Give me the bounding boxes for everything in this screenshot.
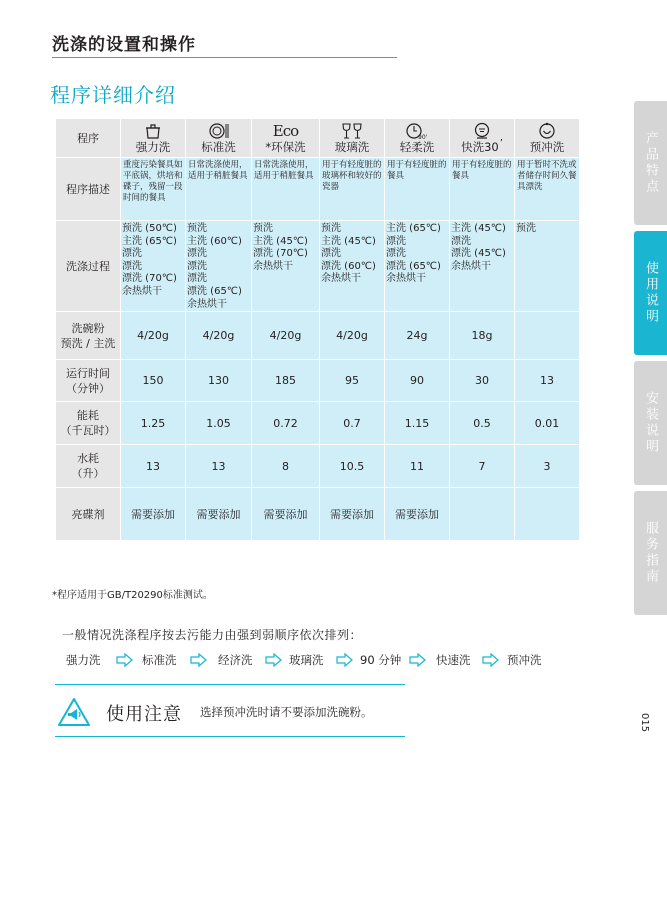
process-step: 漂洗 (65℃) bbox=[386, 260, 441, 272]
row-label-water bbox=[56, 445, 120, 487]
order-step: 强力洗 bbox=[66, 653, 101, 667]
order-step: 标准洗 bbox=[142, 653, 177, 667]
process-step: 主洗 (60℃) bbox=[187, 235, 242, 247]
pre-rinse-icon bbox=[537, 122, 557, 140]
row-label-energy bbox=[56, 402, 120, 444]
program-header-normal bbox=[186, 119, 251, 157]
order-step: 玻璃洗 bbox=[289, 653, 324, 667]
row-label-process: 洗涤过程 bbox=[56, 221, 120, 311]
row-label-line: 洗碗粉 bbox=[71, 321, 105, 335]
water-cell: 8 bbox=[252, 445, 319, 487]
side-tab-features[interactable] bbox=[634, 101, 667, 225]
program-name bbox=[450, 139, 514, 155]
process-step: 预洗 bbox=[187, 223, 207, 234]
arrow-right-icon bbox=[482, 650, 500, 667]
program-name: 标准洗 bbox=[201, 140, 236, 154]
program-name: 玻璃洗 bbox=[334, 140, 370, 154]
program-name-suffix: ’ bbox=[499, 138, 503, 149]
wine-glasses-icon bbox=[341, 122, 363, 140]
program-table bbox=[55, 118, 580, 541]
rinse-aid-cell: 需要添加 bbox=[121, 488, 185, 540]
row-label-rinse-aid: 亮碟剂 bbox=[56, 488, 120, 540]
process-step: 余热烘干 bbox=[253, 260, 293, 272]
process-step: 余热烘干 bbox=[451, 260, 491, 272]
side-tab-usage[interactable] bbox=[634, 231, 667, 355]
process-step: 预洗 bbox=[321, 223, 341, 234]
water-cell: 11 bbox=[385, 445, 449, 487]
process-step: 漂洗 bbox=[321, 248, 341, 260]
note-top-rule bbox=[55, 684, 405, 685]
order-step: 预冲洗 bbox=[507, 653, 542, 667]
side-tab-service[interactable] bbox=[634, 491, 667, 615]
water-cell: 7 bbox=[450, 445, 514, 487]
rinse-aid-cell: 需要添加 bbox=[385, 488, 449, 540]
page-subtitle: 程序详细介绍 bbox=[50, 83, 176, 107]
process-cell bbox=[121, 221, 185, 311]
arrow-right-icon bbox=[116, 650, 134, 667]
program-header-intensive bbox=[121, 119, 185, 157]
process-step: 主洗 (65℃) bbox=[386, 223, 441, 234]
process-step: 主洗 (45℃) bbox=[451, 223, 506, 234]
process-step: 主洗 (45℃) bbox=[321, 235, 376, 247]
row-label-detergent bbox=[56, 312, 120, 359]
desc-cell: 用于有轻度脏的餐具 bbox=[385, 158, 449, 220]
row-label-line: 运行时间 bbox=[66, 366, 110, 380]
desc-cell: 用于有轻度脏的玻璃杯和较好的瓷器 bbox=[320, 158, 384, 220]
megaphone-icon bbox=[57, 697, 91, 731]
energy-cell: 0.01 bbox=[515, 402, 579, 444]
time-cell: 30 bbox=[450, 360, 514, 401]
process-cell bbox=[186, 221, 251, 311]
time-cell: 95 bbox=[320, 360, 384, 401]
program-name: 强力洗 bbox=[135, 140, 171, 154]
clock-90-label: 90' bbox=[418, 134, 428, 140]
row-label-line: （千瓦时） bbox=[60, 424, 116, 438]
rinse-aid-cell: 需要添加 bbox=[186, 488, 251, 540]
process-step: 漂洗 bbox=[122, 248, 142, 260]
desc-cell: 用于有轻度脏的餐具 bbox=[450, 158, 514, 220]
energy-cell: 1.25 bbox=[121, 402, 185, 444]
detergent-cell: 4/20g bbox=[252, 312, 319, 359]
arrow-right-icon bbox=[336, 650, 354, 667]
process-step: 余热烘干 bbox=[122, 285, 162, 297]
detergent-cell: 4/20g bbox=[186, 312, 251, 359]
process-step: 预洗 (50℃) bbox=[122, 223, 177, 234]
order-step: 经济洗 bbox=[218, 653, 253, 667]
energy-cell: 1.05 bbox=[186, 402, 251, 444]
row-label-line: 能耗 bbox=[77, 409, 99, 423]
desc-cell: 日常洗涤使用，适用于稍脏餐具 bbox=[186, 158, 251, 220]
rinse-aid-cell: 需要添加 bbox=[320, 488, 384, 540]
section-title: 洗涤的设置和操作 bbox=[52, 35, 196, 55]
detergent-cell bbox=[515, 312, 579, 359]
process-step: 主洗 (65℃) bbox=[122, 235, 177, 247]
eco-icon: Eco bbox=[272, 122, 299, 140]
process-step: 主洗 (45℃) bbox=[253, 235, 308, 247]
process-step: 漂洗 bbox=[187, 273, 207, 285]
desc-cell: 用于暂时不洗或者储存时间久餐具漂洗 bbox=[515, 158, 579, 220]
detergent-cell: 24g bbox=[385, 312, 449, 359]
energy-cell: 1.15 bbox=[385, 402, 449, 444]
desc-cell: 日常洗涤使用，适用于稍脏餐具 bbox=[252, 158, 319, 220]
process-step: 漂洗 bbox=[386, 248, 406, 260]
process-step: 漂洗 (65℃) bbox=[187, 285, 242, 297]
program-header-gentle bbox=[385, 119, 449, 157]
row-label-program: 程序 bbox=[56, 119, 120, 157]
row-label-desc: 程序描述 bbox=[56, 158, 120, 220]
rinse-aid-cell bbox=[515, 488, 579, 540]
time-cell: 185 bbox=[252, 360, 319, 401]
process-cell bbox=[252, 221, 319, 311]
note-bottom-rule bbox=[55, 736, 405, 737]
order-intro: 一般情况洗涤程序按去污能力由强到弱顺序依次排列： bbox=[62, 628, 363, 642]
program-header-quick bbox=[450, 119, 514, 157]
side-tab-label: 使用说明 bbox=[643, 261, 658, 325]
time-cell: 150 bbox=[121, 360, 185, 401]
process-step: 漂洗 bbox=[386, 235, 406, 247]
energy-cell: 0.72 bbox=[252, 402, 319, 444]
desc-cell: 重度污染餐具如平底锅，烘培和碟子，残留一段时间的餐具 bbox=[121, 158, 185, 220]
standard-footnote: *程序适用于GB/T20290标准测试。 bbox=[52, 590, 213, 601]
rinse-aid-cell bbox=[450, 488, 514, 540]
order-step: 快速洗 bbox=[436, 653, 471, 667]
time-cell: 130 bbox=[186, 360, 251, 401]
program-header-glass bbox=[320, 119, 384, 157]
process-step: 漂洗 bbox=[187, 260, 207, 272]
process-step: 预洗 bbox=[516, 223, 536, 234]
section-title-rule bbox=[52, 57, 397, 58]
process-step: 漂洗 (45℃) bbox=[451, 248, 506, 260]
note-text: 选择预冲洗时请不要添加洗碗粉。 bbox=[200, 705, 373, 719]
order-step: 90 分钟 bbox=[360, 653, 402, 667]
process-cell bbox=[320, 221, 384, 311]
side-tab-label: 产品特点 bbox=[643, 131, 658, 195]
rinse-aid-cell: 需要添加 bbox=[252, 488, 319, 540]
row-label-line: （分钟） bbox=[66, 381, 110, 395]
water-cell: 10.5 bbox=[320, 445, 384, 487]
program-name: *环保洗 bbox=[265, 140, 306, 154]
process-step: 余热烘干 bbox=[386, 273, 426, 285]
process-step: 余热烘干 bbox=[321, 273, 361, 285]
side-tab-label: 服务指南 bbox=[643, 521, 658, 585]
program-name: 预冲洗 bbox=[529, 140, 565, 154]
pot-icon bbox=[143, 122, 163, 140]
arrow-right-icon bbox=[265, 650, 283, 667]
energy-cell: 0.7 bbox=[320, 402, 384, 444]
energy-cell: 0.5 bbox=[450, 402, 514, 444]
side-tab-label: 安装说明 bbox=[643, 391, 658, 455]
row-label-line: 预洗 / 主洗 bbox=[60, 336, 116, 350]
process-step: 漂洗 (70℃) bbox=[122, 273, 177, 285]
process-cell bbox=[385, 221, 449, 311]
water-cell: 3 bbox=[515, 445, 579, 487]
detergent-cell: 4/20g bbox=[121, 312, 185, 359]
detergent-cell: 18g bbox=[450, 312, 514, 359]
side-tab-installation[interactable] bbox=[634, 361, 667, 485]
detergent-cell: 4/20g bbox=[320, 312, 384, 359]
program-name: 轻柔洗 bbox=[399, 140, 435, 154]
program-header-prerinse bbox=[515, 119, 579, 157]
time-cell: 13 bbox=[515, 360, 579, 401]
time-cell: 90 bbox=[385, 360, 449, 401]
process-step: 漂洗 bbox=[187, 248, 207, 260]
process-cell bbox=[450, 221, 514, 311]
note-title: 使用注意 bbox=[106, 704, 182, 725]
page-number: 015 bbox=[639, 713, 650, 733]
water-cell: 13 bbox=[186, 445, 251, 487]
row-label-line: 水耗 bbox=[77, 452, 99, 466]
water-cell: 13 bbox=[121, 445, 185, 487]
arrow-right-icon bbox=[190, 650, 208, 667]
program-name-text: 快洗30 bbox=[461, 140, 499, 154]
process-step: 漂洗 (60℃) bbox=[321, 260, 376, 272]
plate-cutlery-icon bbox=[208, 122, 230, 140]
process-step: 漂洗 bbox=[451, 235, 471, 247]
process-step: 漂洗 bbox=[122, 260, 142, 272]
clock-90-icon bbox=[405, 122, 429, 140]
process-step: 漂洗 (70℃) bbox=[253, 248, 308, 260]
process-cell bbox=[515, 221, 579, 311]
row-label-line: （升） bbox=[71, 467, 105, 481]
program-header-eco bbox=[252, 119, 319, 157]
process-step: 余热烘干 bbox=[187, 298, 227, 310]
arrow-right-icon bbox=[409, 650, 427, 667]
process-step: 预洗 bbox=[253, 223, 273, 234]
quick-wash-icon bbox=[472, 122, 492, 140]
row-label-time bbox=[56, 360, 120, 401]
